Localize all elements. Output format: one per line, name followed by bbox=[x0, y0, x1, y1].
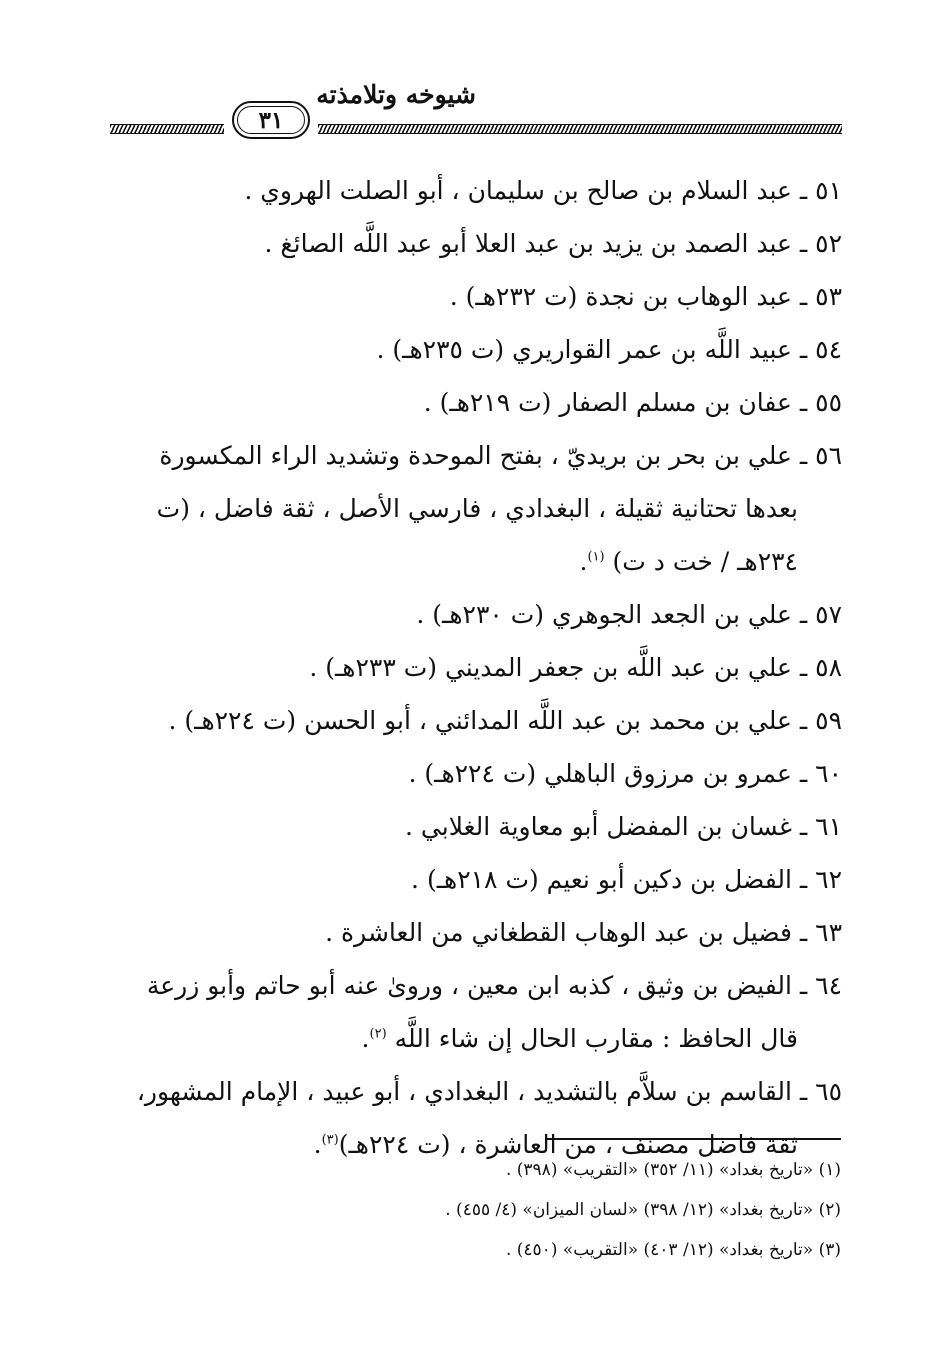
entry-number: ٦٥ bbox=[815, 1077, 842, 1106]
entry-number: ٥٧ bbox=[815, 600, 842, 629]
page-number-badge bbox=[232, 101, 310, 139]
entry-59: ٥٩ ـ علي بن محمد بن عبد اللَّه المدائني ، أبو الحسن (ت ٢٢٤هـ) . bbox=[168, 706, 842, 735]
entry-text-line: علي بن بحر بن بريديّ ، بفتح الموحدة وتشديد الراء المكسورة bbox=[159, 441, 792, 470]
entry-61: ٦١ ـ غسان بن المفضل أبو معاوية الغلابي . bbox=[405, 812, 842, 841]
entry-63: ٦٣ ـ فضيل بن عبد الوهاب القطغاني من العاشرة . bbox=[325, 918, 842, 947]
entry-number: ٥٢ bbox=[815, 229, 842, 258]
entry-52: ٥٢ ـ عبد الصمد بن يزيد بن عبد العلا أبو عبد اللَّه الصائغ . bbox=[264, 229, 842, 258]
entry-text: عبد الصمد بن يزيد بن عبد العلا أبو عبد اللَّه الصائغ . bbox=[264, 229, 792, 258]
entry-text-line: الفيض بن وثيق ، كذبه ابن معين ، وروىٰ عنه أبو حاتم وأبو زرعة bbox=[146, 971, 792, 1000]
page-number: ٣١ bbox=[258, 106, 284, 134]
entries-list bbox=[102, 164, 842, 1171]
entry-55: ٥٥ ـ عفان بن مسلم الصفار (ت ٢١٩هـ) . bbox=[423, 388, 842, 417]
entry-end: . bbox=[361, 1024, 370, 1053]
footnotes-list bbox=[241, 1150, 841, 1270]
entry-text: علي بن محمد بن عبد اللَّه المدائني ، أبو الحسن (ت ٢٢٤هـ) . bbox=[168, 706, 792, 735]
entry-text-line: قال الحافظ : مقارب الحال إن شاء اللَّه bbox=[394, 1024, 798, 1053]
footnote-2: (٢) «تاريخ بغداد» (١٢/ ٣٩٨) «لسان الميزان» (٤/ ٤٥٥) . bbox=[445, 1200, 841, 1220]
entry-58: ٥٨ ـ علي بن عبد اللَّه بن جعفر المديني (ت ٢٣٣هـ) . bbox=[309, 653, 842, 682]
entry-number: ٦٠ bbox=[815, 759, 842, 788]
entry-60: ٦٠ ـ عمرو بن مرزوق الباهلي (ت ٢٢٤هـ) . bbox=[408, 759, 842, 788]
entry-number: ٦٣ bbox=[815, 918, 842, 947]
entry-number: ٥٦ bbox=[815, 441, 842, 470]
entry-text: الفضل بن دكين أبو نعيم (ت ٢١٨هـ) . bbox=[411, 865, 792, 894]
entry-64: ٦٤ ـ الفيض بن وثيق ، كذبه ابن معين ، وروىٰ عنه أبو حاتم وأبو زرعة قال الحافظ : مقارب الحال إن شاء اللَّه $^{(٢)}$. bbox=[102, 959, 842, 1065]
entry-number: ٦١ bbox=[815, 812, 842, 841]
entry-number: ٦٢ bbox=[815, 865, 842, 894]
entry-54: ٥٤ ـ عبيد اللَّه بن عمر القواريري (ت ٢٣٥هـ) . bbox=[376, 335, 842, 364]
footnote-1: (١) «تاريخ بغداد» (١١/ ٣٥٢) «التقريب» (٣٩٨) . bbox=[505, 1160, 841, 1180]
footnote-separator bbox=[545, 1138, 841, 1140]
entry-end: . bbox=[579, 547, 588, 576]
entry-number: ٦٤ bbox=[815, 971, 842, 1000]
entry-62: ٦٢ ـ الفضل بن دكين أبو نعيم (ت ٢١٨هـ) . bbox=[411, 865, 842, 894]
footnote-ref-3[interactable]: (٣) bbox=[321, 1132, 339, 1148]
entry-text: غسان بن المفضل أبو معاوية الغلابي . bbox=[405, 812, 792, 841]
entry-text-last-line bbox=[102, 535, 842, 588]
entry-text: فضيل بن عبد الوهاب القطغاني من العاشرة . bbox=[325, 918, 792, 947]
header-rule-right bbox=[318, 124, 842, 134]
entry-number: ٥٣ bbox=[815, 282, 842, 311]
footnote-ref-1[interactable]: (١) bbox=[587, 549, 605, 565]
entry-number: ٥٩ bbox=[815, 706, 842, 735]
entry-text: عبد الوهاب بن نجدة (ت ٢٣٢هـ) . bbox=[449, 282, 792, 311]
entry-number: ٥٨ bbox=[815, 653, 842, 682]
entry-number: ٥٤ bbox=[815, 335, 842, 364]
entry-57: ٥٧ ـ علي بن الجعد الجوهري (ت ٢٣٠هـ) . bbox=[416, 600, 842, 629]
entry-text: عبد السلام بن صالح بن سليمان ، أبو الصلت الهروي . bbox=[244, 176, 792, 205]
entry-text-line: القاسم بن سلاَّم بالتشديد ، البغدادي ، أبو عبيد ، الإمام المشهور، bbox=[136, 1077, 792, 1106]
entry-text: علي بن الجعد الجوهري (ت ٢٣٠هـ) . bbox=[416, 600, 792, 629]
header-rule-left bbox=[110, 124, 224, 134]
entry-53: ٥٣ ـ عبد الوهاب بن نجدة (ت ٢٣٢هـ) . bbox=[449, 282, 842, 311]
entry-text-line: ثقة فاضل مصنف ، من العاشرة ، (ت ٢٢٤هـ) bbox=[338, 1130, 798, 1159]
entry-56: ٥٦ ـ علي بن بحر بن بريديّ ، بفتح الموحدة وتشديد الراء المكسورة بعدها تحتانية ثقيلة ، البغدادي ، فارسي الأصل ، ثقة فاضل ، (ت ٢٣٤هـ / خت د ت) $^{(١)}$. bbox=[102, 429, 842, 588]
entry-text: علي بن عبد اللَّه بن جعفر المديني (ت ٢٣٣هـ) . bbox=[309, 653, 792, 682]
entry-number: ٥٥ bbox=[815, 388, 842, 417]
entry-text-line: بعدها تحتانية ثقيلة ، البغدادي ، فارسي الأصل ، ثقة فاضل ، (ت bbox=[156, 494, 798, 523]
entry-51: ٥١ ـ عبد السلام بن صالح بن سليمان ، أبو الصلت الهروي . bbox=[244, 176, 842, 205]
running-title: شيوخه وتلامذته bbox=[316, 80, 476, 109]
entry-65: ٦٥ ـ القاسم بن سلاَّم بالتشديد ، البغدادي ، أبو عبيد ، الإمام المشهور، ثقة فاضل مصنف ، من العاشرة ، (ت ٢٢٤هـ)$^{(٣)}$. bbox=[102, 1065, 842, 1171]
entry-text-line: ٢٣٤هـ / خت د ت) bbox=[612, 547, 798, 576]
entry-number: ٥١ bbox=[815, 176, 842, 205]
entry-text: عمرو بن مرزوق الباهلي (ت ٢٢٤هـ) . bbox=[408, 759, 792, 788]
footnote-ref-2[interactable]: (٢) bbox=[369, 1026, 387, 1042]
footnote-3: (٣) «تاريخ بغداد» (١٢/ ٤٠٣) «التقريب» (٤٥٠) . bbox=[505, 1240, 841, 1260]
entry-text: عبيد اللَّه بن عمر القواريري (ت ٢٣٥هـ) . bbox=[376, 335, 792, 364]
entry-end: . bbox=[313, 1130, 322, 1159]
entry-text: عفان بن مسلم الصفار (ت ٢١٩هـ) . bbox=[423, 388, 792, 417]
entry-text-last-line bbox=[102, 1012, 842, 1065]
